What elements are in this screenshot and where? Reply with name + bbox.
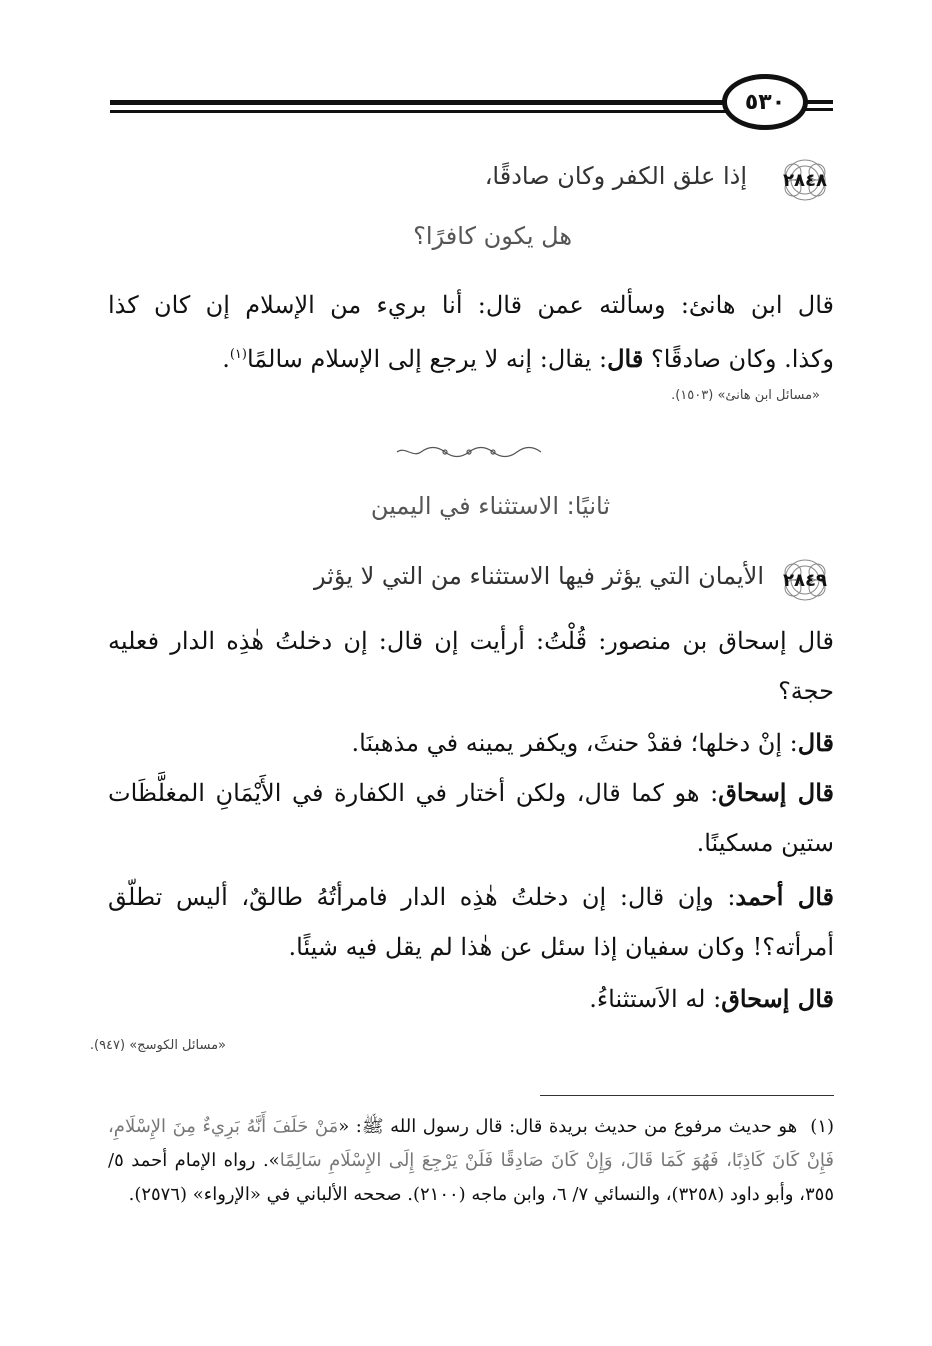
- entry-text-end: .: [222, 345, 230, 373]
- speaker-label: قال: [607, 344, 644, 373]
- speaker-label: قال: [797, 728, 834, 757]
- entry-line-2: [108, 330, 834, 384]
- entry-title: إذا علق الكفر وكان صادقًا،: [484, 162, 747, 190]
- speaker-label: قال إسحاق: [718, 778, 835, 807]
- entry-text: : يقال: إنه لا يرجع إلى الإسلام سالمًا: [246, 345, 608, 373]
- entry-text: وكذا. وكان صادقًا؟: [643, 345, 834, 373]
- hadith-quote: مَنْ حَلَفَ أَنَّهُ بَرِيءٌ مِنَ الإِسْلَامِ، فَإِنْ كَانَ كَاذِبًا، فَهُوَ كَمَا قَالَ، وَإِنْ كَانَ صَادِقًا فَلَنْ يَرْجِعَ إِلَى الإِسْلَامِ سَالِمًا: [108, 1116, 834, 1171]
- header-rule-bottom: [110, 110, 730, 113]
- section-title: ثانيًا: الاستثناء في اليمين: [370, 492, 610, 520]
- ornament-divider: [395, 446, 543, 458]
- page-number: ٥٣٠: [722, 74, 808, 130]
- entry-text: : هو كما قال، ولكن أختار في الكفارة في الأَيْمَانِ المغلَّظَات ستين مسكينًا.: [108, 779, 834, 857]
- entry-paragraph-2: [108, 718, 834, 768]
- source-citation: «مسائل ابن هانئ» (١٥٠٣).: [671, 388, 820, 403]
- entry-number: ٢٨٤٩: [783, 569, 827, 591]
- header-rule-tail-top: [805, 100, 833, 104]
- entry-text: : له الاَستثناءُ.: [589, 985, 722, 1013]
- footnote-separator: [540, 1095, 834, 1096]
- entry-number: ٢٨٤٨: [783, 169, 827, 191]
- entry-paragraph-3: [108, 768, 834, 868]
- speaker-label: قال أحمد: [735, 882, 834, 911]
- footnote-marker: (١): [810, 1116, 835, 1137]
- speaker-label: قال إسحاق: [721, 984, 834, 1013]
- footnote: [108, 1110, 834, 1212]
- source-citation: «مسائل الكوسج» (٩٤٧).: [89, 1038, 226, 1053]
- header-rule-tail-bottom: [805, 108, 833, 111]
- entry-paragraph-1: قال إسحاق بن منصور: قُلْتُ: أرأيت إن قال: إن دخلتُ هٰذِه الدار فعليه حجة؟: [108, 627, 834, 705]
- entry-paragraph-5: [108, 974, 834, 1024]
- entry-paragraph-4: [108, 872, 834, 972]
- entry-title: الأيمان التي يؤثر فيها الاستثناء من التي لا يؤثر: [313, 562, 764, 590]
- entry-text: : وإن قال: إن دخلتُ هٰذِه الدار فامرأتُهُ طالقٌ، أليس تطلّق أمرأته؟! وكان سفيان إذا سئل عن هٰذا لم يقل فيه شيئًا.: [108, 883, 834, 961]
- entry-line-1: قال ابن هانئ: وسألته عمن قال: أنا بريء من الإسلام إن كان كذا: [108, 291, 834, 319]
- footnote-text: ». رواه الإمام أحمد ٥/ ٣٥٥، وأبو داود (٣٢٥٨)، والنسائي ٧/ ٦، وابن ماجه (٢١٠٠). صححه الألباني في «الإرواء» (٢٥٧٦).: [108, 1150, 834, 1205]
- entry-subtitle: هل يكون كافرًا؟: [413, 222, 572, 250]
- entry-text: : إنْ دخلها؛ فقدْ حنثَ، ويكفر يمينه في مذهبنَا.: [351, 729, 798, 757]
- footnote-text: هو حديث مرفوع من حديث بريدة قال: قال رسول الله ﷺ: «: [338, 1116, 798, 1137]
- entry-number-badge: [776, 158, 834, 202]
- entry-number-badge: [776, 558, 834, 602]
- footnote-ref[interactable]: (١): [229, 347, 247, 362]
- header-rule-top: [110, 100, 730, 105]
